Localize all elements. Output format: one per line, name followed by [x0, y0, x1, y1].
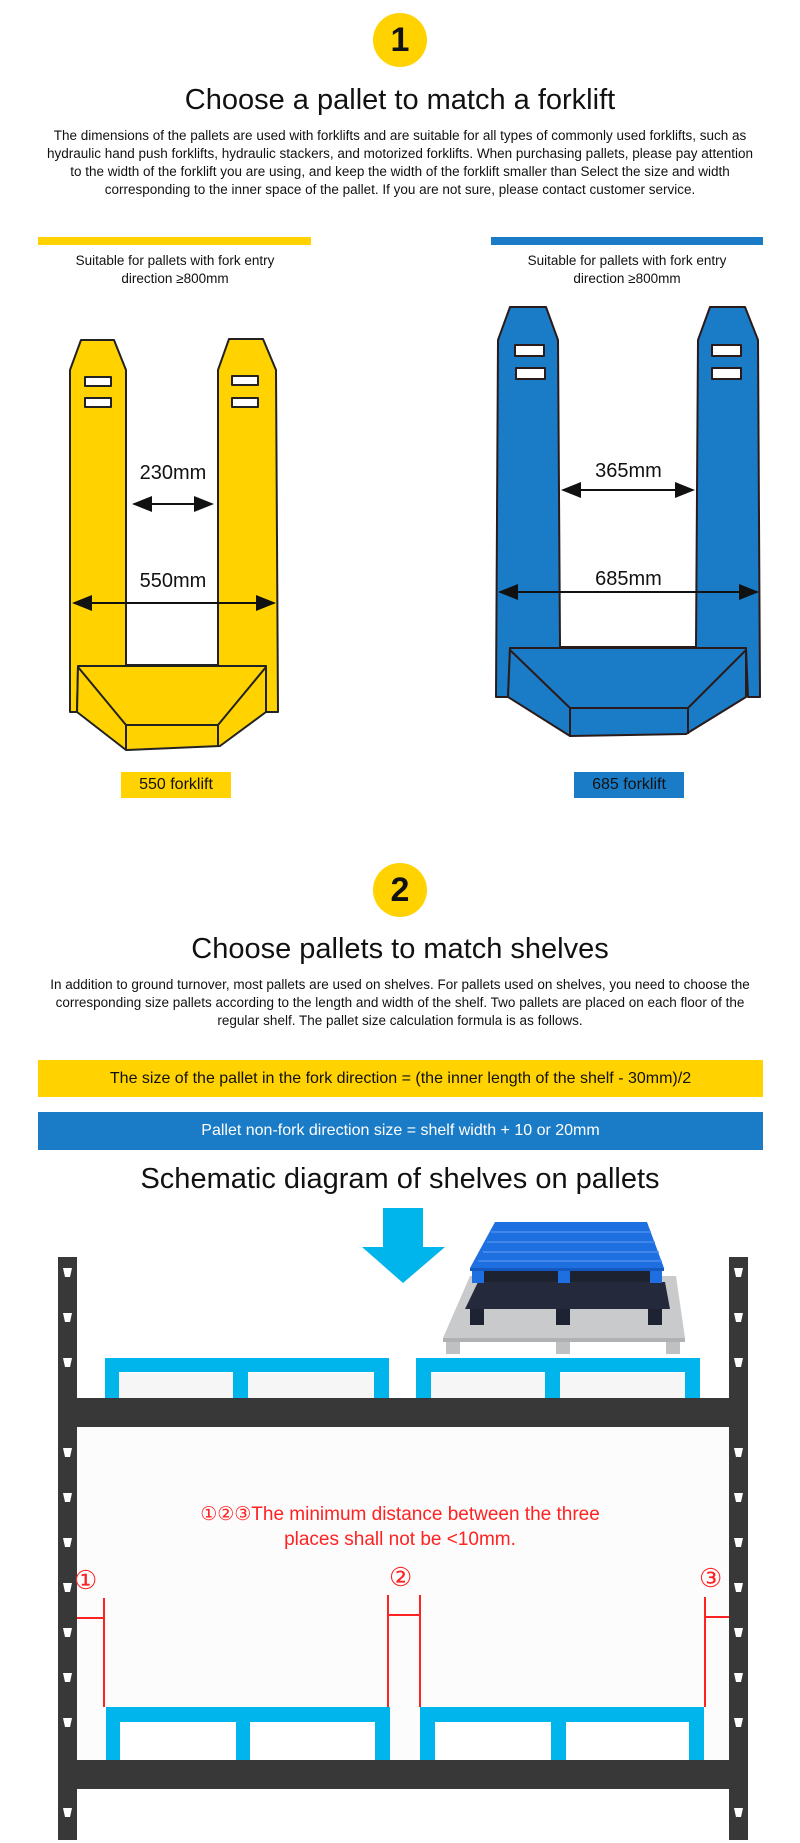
section-1-title: Choose a pallet to match a forklift	[184, 84, 616, 116]
step-number: 1	[390, 20, 410, 59]
non-fork-direction-formula: Pallet non-fork direction size = shelf width + 10 or 20mm	[38, 1112, 763, 1150]
forklift-685-label: 685 forklift	[574, 772, 684, 798]
forklift-685-inner-width: 365mm	[595, 460, 662, 482]
section-2-title: Choose pallets to match shelves	[191, 933, 609, 965]
diagram-title: Schematic diagram of shelves on pallets	[140, 1163, 660, 1195]
marker-1: ①	[74, 1565, 98, 1595]
distance-note-line-2: places shall not be <10mm.	[284, 1529, 516, 1550]
marker-2: ②	[389, 1562, 413, 1592]
forklift-550-caption: Suitable for pallets with fork entry direction ≥800mm	[75, 253, 275, 286]
forklift-550-label: 550 forklift	[121, 772, 231, 798]
step-number: 2	[390, 870, 410, 909]
forklift-685-outer-width: 685mm	[595, 568, 662, 590]
forklift-550-inner-width: 230mm	[139, 462, 207, 484]
down-arrow-icon	[362, 1208, 445, 1283]
forklift-550-outer-width: 550mm	[139, 570, 207, 592]
forklift-685-caption: Suitable for pallets with fork entry direction ≥800mm	[527, 253, 727, 286]
lower-shelf-beam	[58, 1760, 748, 1789]
fork-direction-formula: The size of the pallet in the fork direction = (the inner length of the shelf - 30mm)/2	[38, 1060, 763, 1097]
pallet-stack-image	[443, 1222, 685, 1354]
upper-shelf-beam	[58, 1398, 748, 1427]
marker-3: ③	[699, 1563, 723, 1593]
section-1-description: The dimensions of the pallets are used with forklifts and are suitable for all types of commonly used forklifts, such as hydraulic hand push forklifts, hydraulic stackers, and motorized forklifts. When purchasing pallets, please pay attention to the width of the forklift you are using, and keep the width of the forklift smaller than Select the size and width corresponding to the inner space of the pallet. If you are not sure, please contact customer service.	[46, 128, 754, 197]
distance-note-line-1: ①②③The minimum distance between the three	[200, 1504, 600, 1525]
section-2-description: In addition to ground turnover, most pallets are used on shelves. For pallets used on shelves, you need to choose the corresponding size pallets according to the length and width of the shelf. Two pallets are placed on each floor of the regular shelf. The pallet size calculation formula is as follows.	[50, 977, 750, 1028]
